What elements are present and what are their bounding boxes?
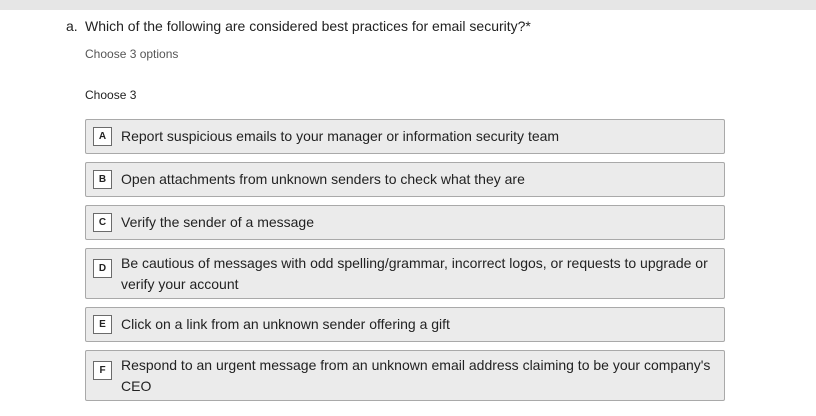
option-key: C (93, 213, 112, 232)
option-label: Respond to an urgent message from an unknown email address claiming to be your company's CEO (121, 357, 711, 394)
option-a[interactable] (85, 119, 725, 154)
question-text: Which of the following are considered best practices for email security?* (85, 18, 531, 34)
option-key: B (93, 170, 112, 189)
option-label: Click on a link from an unknown sender offering a gift (121, 316, 450, 332)
top-bar (0, 0, 816, 10)
option-label: Be cautious of messages with odd spelling/grammar, incorrect logos, or requests to upgrade or verify your account (121, 255, 708, 292)
question-number: a. (66, 18, 78, 34)
choose-count-label: Choose 3 (85, 88, 137, 102)
option-key: D (93, 259, 112, 278)
option-label: Report suspicious emails to your manager or information security team (121, 128, 560, 144)
option-key: E (93, 315, 112, 334)
question-hint: Choose 3 options (85, 47, 179, 61)
option-key: A (93, 127, 112, 146)
option-label: Open attachments from unknown senders to check what they are (121, 171, 525, 187)
option-c[interactable] (85, 205, 725, 240)
option-d[interactable] (85, 248, 725, 299)
option-b[interactable] (85, 162, 725, 197)
option-e[interactable] (85, 307, 725, 342)
option-label: Verify the sender of a message (121, 214, 314, 230)
option-f[interactable] (85, 350, 725, 401)
options-list (85, 119, 725, 409)
option-key: F (93, 361, 112, 380)
